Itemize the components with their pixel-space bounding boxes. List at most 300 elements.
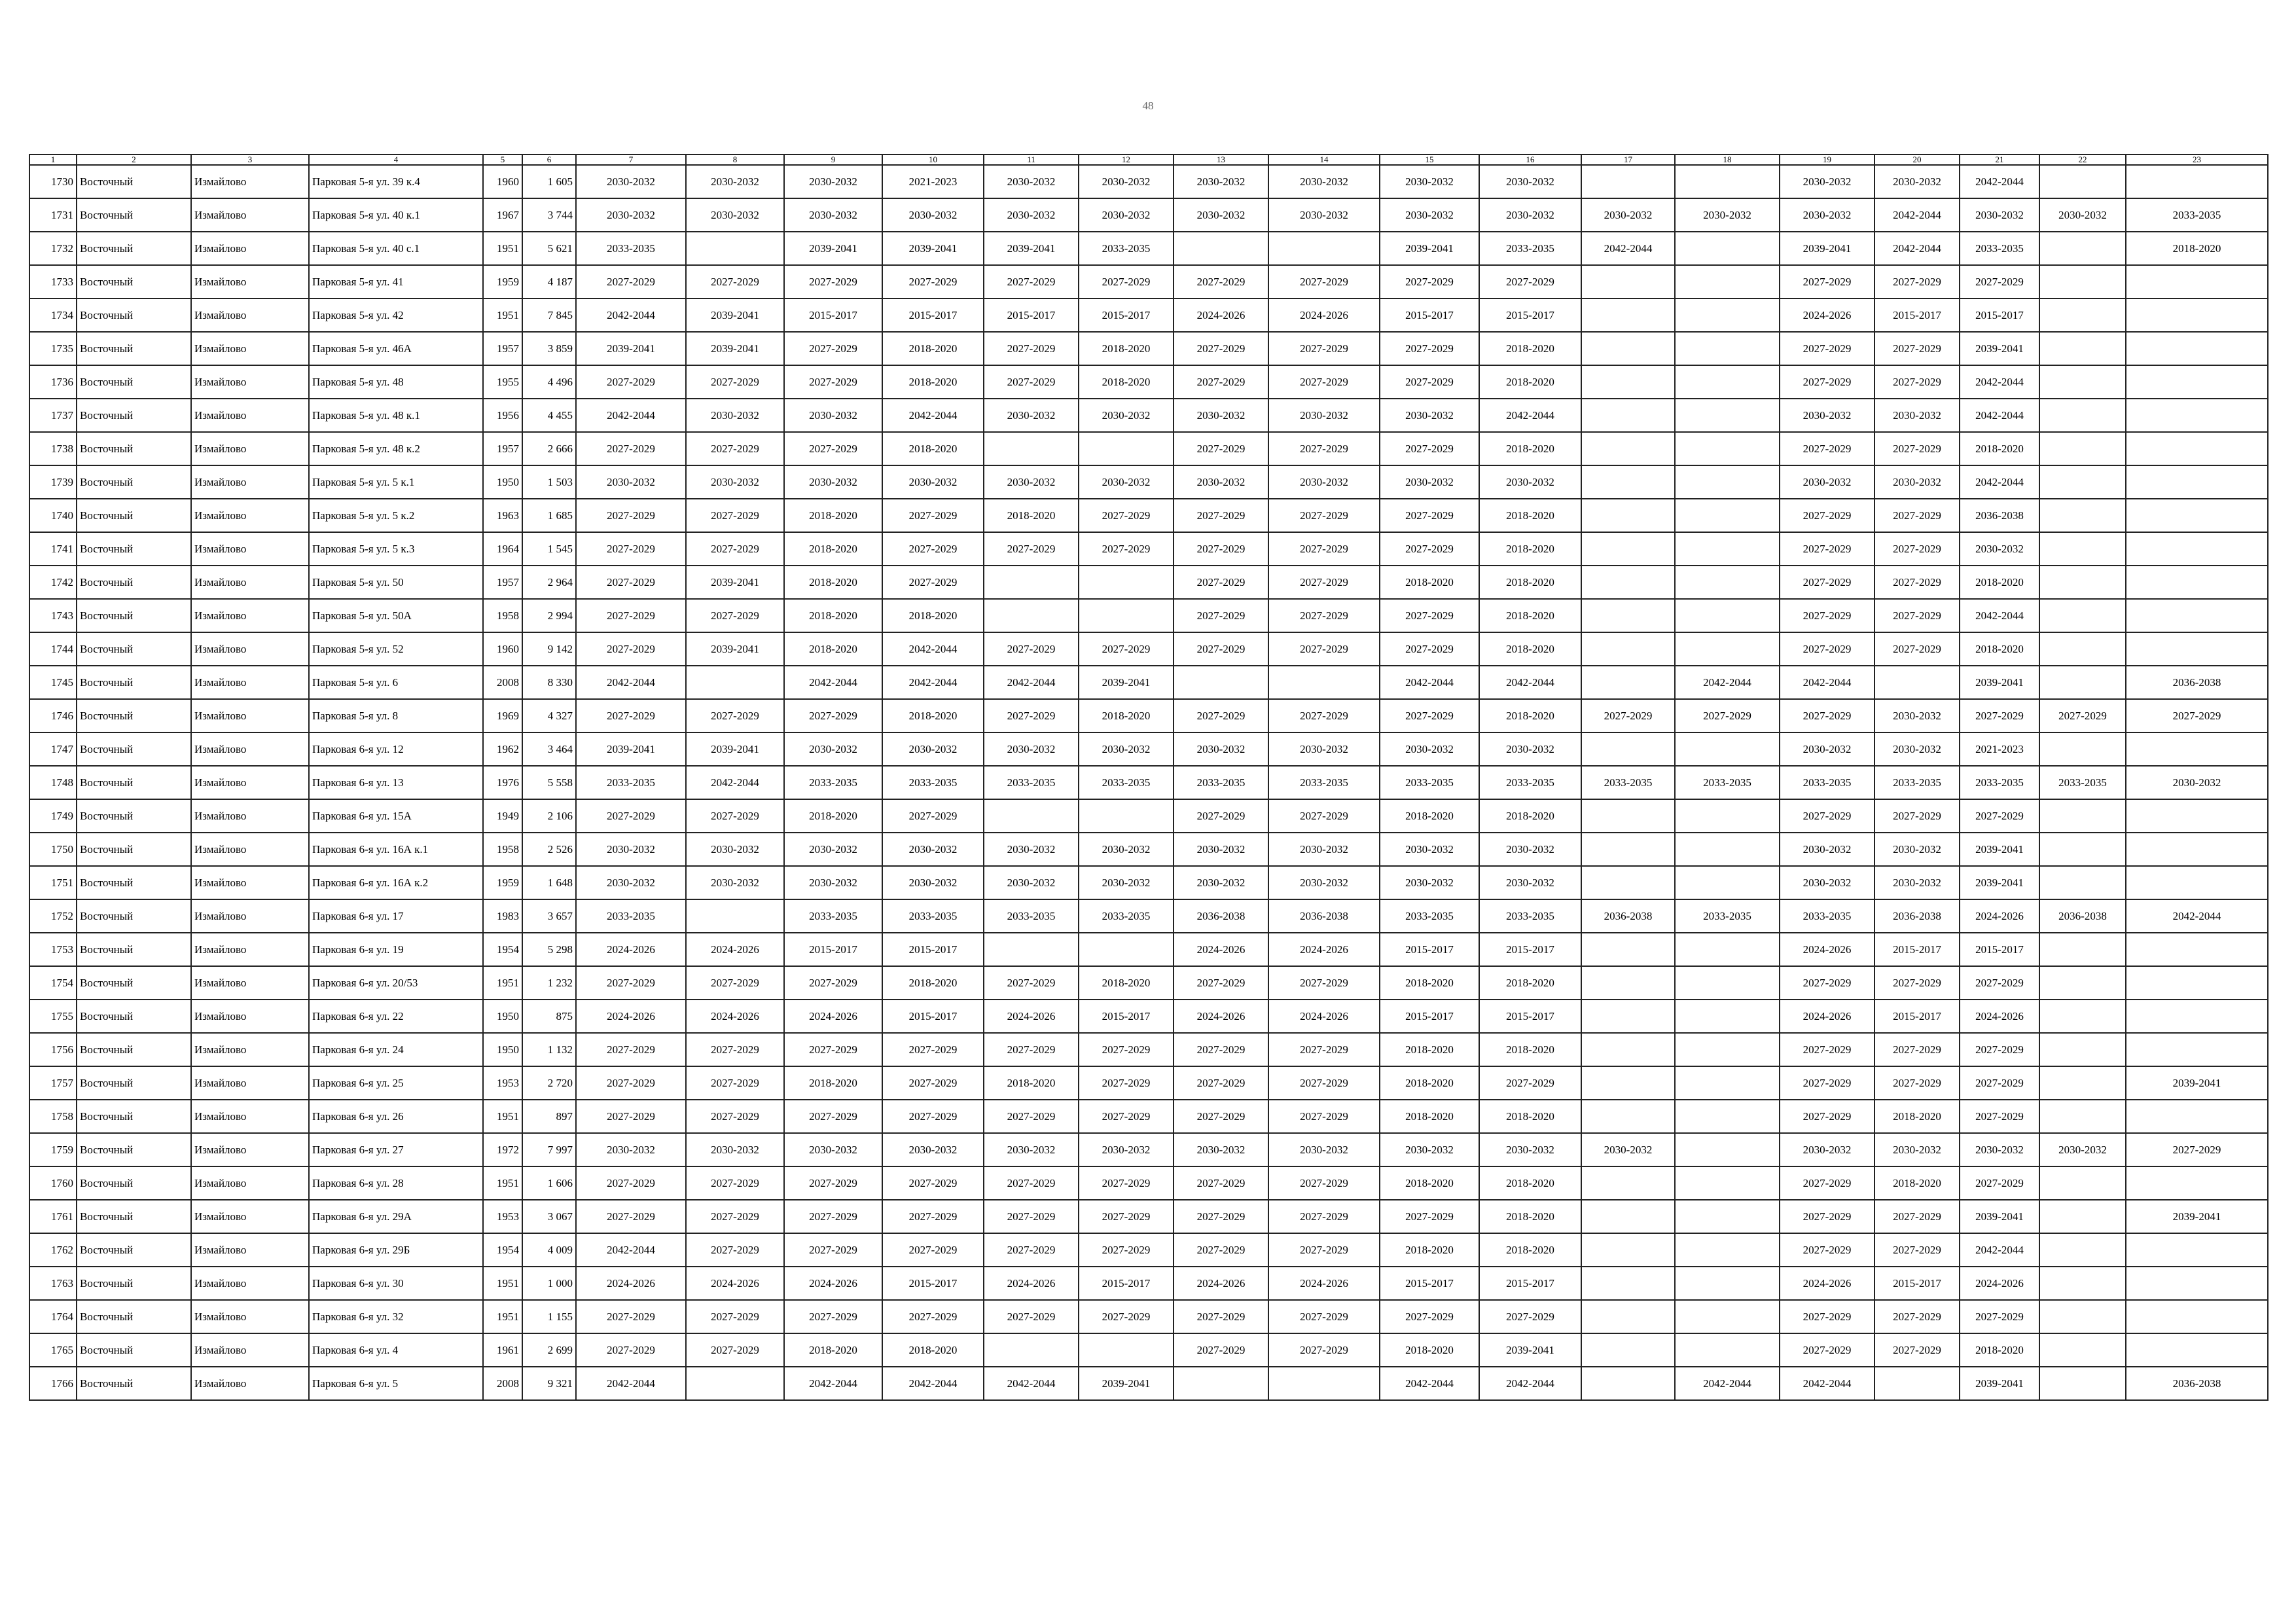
table-cell: Парковая 5-я ул. 40 к.1 — [309, 198, 483, 232]
table-cell: Парковая 5-я ул. 52 — [309, 632, 483, 666]
table-cell: Парковая 5-я ул. 48 — [309, 365, 483, 399]
table-cell: 2027-2029 — [1268, 432, 1380, 465]
table-cell: Восточный — [77, 298, 191, 332]
table-row — [29, 1100, 2268, 1133]
table-cell: 2036-2038 — [1874, 899, 1960, 933]
table-cell: 2042-2044 — [984, 666, 1079, 699]
table-cell: 2030-2032 — [1174, 732, 1268, 766]
table-cell: 897 — [522, 1100, 576, 1133]
table-cell: 2018-2020 — [882, 966, 984, 1000]
table-cell: 2030-2032 — [784, 399, 882, 432]
table-cell: Парковая 6-я ул. 16А к.2 — [309, 866, 483, 899]
table-cell: Измайлово — [191, 899, 309, 933]
table-cell: 2027-2029 — [1780, 966, 1874, 1000]
table-cell — [2039, 1166, 2126, 1200]
table-cell: 2 720 — [522, 1066, 576, 1100]
table-cell: 2027-2029 — [1268, 966, 1380, 1000]
table-cell: 2027-2029 — [686, 365, 784, 399]
table-row — [29, 799, 2268, 833]
table-cell: 2027-2029 — [1268, 1033, 1380, 1066]
table-cell — [2039, 732, 2126, 766]
table-cell: 2027-2029 — [882, 265, 984, 298]
table-cell — [2126, 1267, 2268, 1300]
table-cell: Измайлово — [191, 298, 309, 332]
table-cell: 2 666 — [522, 432, 576, 465]
table-row — [29, 232, 2268, 265]
table-cell — [1079, 599, 1174, 632]
table-cell — [2039, 532, 2126, 566]
table-cell — [1581, 1333, 1675, 1367]
table-cell — [1675, 232, 1780, 265]
table-cell: 2008 — [483, 666, 522, 699]
table-cell — [2126, 1233, 2268, 1267]
table-cell: 2033-2035 — [1780, 899, 1874, 933]
table-cell: 1759 — [29, 1133, 77, 1166]
table-cell: 2027-2029 — [1268, 532, 1380, 566]
table-cell: 1736 — [29, 365, 77, 399]
table-cell — [1079, 566, 1174, 599]
table-cell: Восточный — [77, 933, 191, 966]
table-cell: 2027-2029 — [576, 632, 686, 666]
table-cell: 2027-2029 — [882, 1233, 984, 1267]
table-cell: Измайлово — [191, 1133, 309, 1166]
table-cell: 2015-2017 — [1479, 1267, 1581, 1300]
table-cell: 2030-2032 — [1079, 1133, 1174, 1166]
table-cell — [1581, 432, 1675, 465]
table-cell — [1581, 1367, 1675, 1400]
table-cell: Восточный — [77, 1200, 191, 1233]
table-cell: 2030-2032 — [1874, 732, 1960, 766]
table-cell: Восточный — [77, 432, 191, 465]
table-cell: 2018-2020 — [1380, 1066, 1479, 1100]
table-cell: Восточный — [77, 265, 191, 298]
table-cell — [2039, 866, 2126, 899]
table-cell: 1972 — [483, 1133, 522, 1166]
table-cell: 2027-2029 — [784, 1033, 882, 1066]
table-cell — [2039, 399, 2126, 432]
table-cell: 2024-2026 — [784, 1267, 882, 1300]
table-cell: 2030-2032 — [984, 1133, 1079, 1166]
table-cell: 7 997 — [522, 1133, 576, 1166]
table-cell: Восточный — [77, 1300, 191, 1333]
column-number-header: 18 — [1675, 154, 1780, 165]
column-number-header: 6 — [522, 154, 576, 165]
table-cell: 2027-2029 — [686, 1233, 784, 1267]
table-cell: 2027-2029 — [576, 1066, 686, 1100]
table-cell: 2027-2029 — [576, 432, 686, 465]
table-cell: 2018-2020 — [882, 332, 984, 365]
table-cell: 2027-2029 — [1268, 566, 1380, 599]
table-row — [29, 432, 2268, 465]
table-cell: 1957 — [483, 332, 522, 365]
table-cell — [1581, 599, 1675, 632]
table-cell: 2033-2035 — [784, 766, 882, 799]
table-cell: 1961 — [483, 1333, 522, 1367]
table-cell — [1675, 566, 1780, 599]
table-cell: Парковая 6-я ул. 32 — [309, 1300, 483, 1333]
table-cell: 2030-2032 — [984, 165, 1079, 198]
table-cell: 1731 — [29, 198, 77, 232]
table-cell — [1581, 1267, 1675, 1300]
table-cell: 2042-2044 — [686, 766, 784, 799]
table-cell — [2126, 1333, 2268, 1367]
table-cell: 2030-2032 — [784, 198, 882, 232]
table-cell: 2027-2029 — [1780, 1333, 1874, 1367]
table-cell: 2018-2020 — [1380, 1333, 1479, 1367]
table-cell — [2039, 566, 2126, 599]
table-cell: 2027-2029 — [1960, 799, 2039, 833]
table-cell: 2039-2041 — [686, 566, 784, 599]
table-cell: 2033-2035 — [1960, 232, 2039, 265]
table-cell — [1581, 632, 1675, 666]
table-cell: 2036-2038 — [2126, 1367, 2268, 1400]
table-cell: 2 994 — [522, 599, 576, 632]
table-cell: Восточный — [77, 1267, 191, 1300]
table-cell: 2039-2041 — [984, 232, 1079, 265]
table-cell: Измайлово — [191, 1267, 309, 1300]
table-cell: 2027-2029 — [784, 1100, 882, 1133]
table-cell: 2018-2020 — [784, 799, 882, 833]
table-cell: Измайлово — [191, 265, 309, 298]
table-cell: 2030-2032 — [1174, 866, 1268, 899]
column-number-header: 2 — [77, 154, 191, 165]
table-cell: 2030-2032 — [984, 198, 1079, 232]
table-cell: 2027-2029 — [984, 365, 1079, 399]
table-cell: 2027-2029 — [1380, 265, 1479, 298]
table-cell: 2027-2029 — [1780, 265, 1874, 298]
table-cell — [1581, 365, 1675, 399]
table-cell: 2027-2029 — [576, 499, 686, 532]
table-cell — [2126, 632, 2268, 666]
table-cell — [2126, 833, 2268, 866]
table-cell: 1735 — [29, 332, 77, 365]
table-cell: 2027-2029 — [1960, 1033, 2039, 1066]
column-number-header: 8 — [686, 154, 784, 165]
table-cell: Восточный — [77, 632, 191, 666]
table-cell — [984, 566, 1079, 599]
table-cell: Восточный — [77, 1000, 191, 1033]
table-cell — [1675, 1033, 1780, 1066]
table-cell: 2027-2029 — [882, 1300, 984, 1333]
table-cell: 2018-2020 — [1479, 499, 1581, 532]
table-cell: 2027-2029 — [784, 365, 882, 399]
table-cell: 2018-2020 — [1380, 966, 1479, 1000]
table-cell: 2030-2032 — [2039, 1133, 2126, 1166]
table-cell — [1581, 465, 1675, 499]
table-row — [29, 1066, 2268, 1100]
table-cell: 2030-2032 — [1675, 198, 1780, 232]
table-cell: 1960 — [483, 165, 522, 198]
table-cell — [2039, 265, 2126, 298]
table-cell: 2027-2029 — [984, 1033, 1079, 1066]
table-cell: 2027-2029 — [1268, 332, 1380, 365]
table-cell: 2027-2029 — [1174, 1333, 1268, 1367]
table-cell: 2018-2020 — [1380, 1033, 1479, 1066]
table-cell: Восточный — [77, 232, 191, 265]
table-cell: Восточный — [77, 365, 191, 399]
table-cell — [2039, 599, 2126, 632]
table-cell: Парковая 6-я ул. 17 — [309, 899, 483, 933]
table-cell: 2027-2029 — [1780, 1066, 1874, 1100]
table-cell: 1737 — [29, 399, 77, 432]
table-cell — [1581, 265, 1675, 298]
table-cell — [2039, 298, 2126, 332]
table-cell: 2030-2032 — [576, 1133, 686, 1166]
table-cell: 2027-2029 — [1874, 265, 1960, 298]
table-cell: 2027-2029 — [984, 1100, 1079, 1133]
table-cell: 2033-2035 — [576, 899, 686, 933]
table-cell: 2027-2029 — [1479, 1300, 1581, 1333]
table-cell: 2027-2029 — [1960, 966, 2039, 1000]
table-cell — [1675, 632, 1780, 666]
table-row — [29, 933, 2268, 966]
table-cell: 2030-2032 — [1079, 866, 1174, 899]
table-cell: 2018-2020 — [984, 499, 1079, 532]
table-cell: 2027-2029 — [1079, 1033, 1174, 1066]
table-cell: 2033-2035 — [1581, 766, 1675, 799]
table-cell: 2039-2041 — [686, 732, 784, 766]
table-cell: 2030-2032 — [1874, 399, 1960, 432]
table-cell: 3 657 — [522, 899, 576, 933]
table-cell: 2030-2032 — [882, 732, 984, 766]
table-cell: 2030-2032 — [784, 833, 882, 866]
table-cell: Парковая 6-я ул. 22 — [309, 1000, 483, 1033]
table-cell — [1581, 566, 1675, 599]
table-cell: 2027-2029 — [1874, 1033, 1960, 1066]
table-cell: 2027-2029 — [1174, 499, 1268, 532]
table-cell: 2027-2029 — [1174, 332, 1268, 365]
table-cell: 2015-2017 — [882, 298, 984, 332]
table-cell: 1742 — [29, 566, 77, 599]
table-cell — [2126, 799, 2268, 833]
table-cell: 2027-2029 — [784, 699, 882, 732]
table-cell — [2039, 465, 2126, 499]
table-cell: 2030-2032 — [1479, 833, 1581, 866]
table-cell: 2027-2029 — [1268, 632, 1380, 666]
table-cell: 2024-2026 — [1780, 933, 1874, 966]
table-cell — [1675, 365, 1780, 399]
table-cell: 1953 — [483, 1066, 522, 1100]
table-cell: 2018-2020 — [1479, 699, 1581, 732]
table-cell: 2015-2017 — [882, 1000, 984, 1033]
table-cell: 2030-2032 — [1780, 866, 1874, 899]
table-cell: 2036-2038 — [2126, 666, 2268, 699]
table-cell: 2027-2029 — [1174, 966, 1268, 1000]
table-cell — [1675, 532, 1780, 566]
table-cell: Измайлово — [191, 632, 309, 666]
table-cell: 2018-2020 — [1479, 432, 1581, 465]
table-cell: 2018-2020 — [784, 632, 882, 666]
table-cell: 2030-2032 — [784, 1133, 882, 1166]
table-cell: 2030-2032 — [2126, 766, 2268, 799]
table-cell: 2027-2029 — [1479, 1066, 1581, 1100]
table-cell: Восточный — [77, 532, 191, 566]
table-cell: 2030-2032 — [784, 732, 882, 766]
table-cell: 2027-2029 — [1268, 1200, 1380, 1233]
table-cell: 2030-2032 — [1079, 465, 1174, 499]
table-cell — [2039, 833, 2126, 866]
table-cell: 2030-2032 — [686, 465, 784, 499]
table-cell: 2030-2032 — [686, 833, 784, 866]
table-cell: Парковая 6-я ул. 29Б — [309, 1233, 483, 1267]
table-cell: 2030-2032 — [1380, 165, 1479, 198]
table-cell: 2039-2041 — [2126, 1066, 2268, 1100]
table-cell: 1957 — [483, 566, 522, 599]
column-number-header: 16 — [1479, 154, 1581, 165]
table-cell: 2024-2026 — [1174, 933, 1268, 966]
table-cell — [1079, 1333, 1174, 1367]
table-cell: 1956 — [483, 399, 522, 432]
table-cell: 2027-2029 — [1174, 365, 1268, 399]
table-cell: 2042-2044 — [576, 298, 686, 332]
table-cell: 2042-2044 — [1960, 365, 2039, 399]
table-cell: 2015-2017 — [1479, 298, 1581, 332]
table-cell — [1675, 298, 1780, 332]
table-cell: Парковая 5-я ул. 50 — [309, 566, 483, 599]
table-cell — [984, 599, 1079, 632]
table-cell: 2030-2032 — [984, 399, 1079, 432]
table-cell — [2126, 465, 2268, 499]
table-cell: Парковая 5-я ул. 48 к.2 — [309, 432, 483, 465]
column-number-header: 4 — [309, 154, 483, 165]
table-cell: 2042-2044 — [576, 1233, 686, 1267]
table-cell: 5 298 — [522, 933, 576, 966]
table-cell: 2039-2041 — [686, 632, 784, 666]
table-cell — [2039, 1000, 2126, 1033]
table-cell: 2030-2032 — [984, 833, 1079, 866]
table-cell — [1581, 1200, 1675, 1233]
table-cell: 2027-2029 — [882, 1200, 984, 1233]
table-cell: 2027-2029 — [882, 1066, 984, 1100]
table-cell: 2018-2020 — [1479, 1233, 1581, 1267]
table-cell: 2027-2029 — [576, 566, 686, 599]
table-cell — [2126, 1033, 2268, 1066]
table-cell: 2027-2029 — [784, 332, 882, 365]
table-cell: 2030-2032 — [1479, 1133, 1581, 1166]
table-cell: Восточный — [77, 1033, 191, 1066]
table-cell — [1174, 666, 1268, 699]
table-cell: 2027-2029 — [1079, 532, 1174, 566]
table-row — [29, 1000, 2268, 1033]
table-cell: 2024-2026 — [576, 933, 686, 966]
table-cell: 2033-2035 — [1479, 899, 1581, 933]
table-cell: 2042-2044 — [984, 1367, 1079, 1400]
table-cell — [2126, 332, 2268, 365]
table-cell: 1745 — [29, 666, 77, 699]
table-cell: Измайлово — [191, 933, 309, 966]
table-cell: 2030-2032 — [1268, 399, 1380, 432]
table-cell: 2039-2041 — [1960, 666, 2039, 699]
table-cell: 2015-2017 — [784, 298, 882, 332]
table-cell: 2027-2029 — [984, 699, 1079, 732]
table-cell: 2033-2035 — [784, 899, 882, 933]
table-row — [29, 165, 2268, 198]
table-cell: 2027-2029 — [882, 1033, 984, 1066]
table-cell: 2027-2029 — [1174, 1033, 1268, 1066]
table-row — [29, 1166, 2268, 1200]
table-cell: 2033-2035 — [1780, 766, 1874, 799]
table-cell: 2027-2029 — [1960, 1300, 2039, 1333]
table-cell: 3 859 — [522, 332, 576, 365]
table-cell: Парковая 6-я ул. 28 — [309, 1166, 483, 1200]
table-cell — [2039, 1100, 2126, 1133]
table-cell — [1581, 165, 1675, 198]
table-cell: Парковая 5-я ул. 5 к.1 — [309, 465, 483, 499]
table-cell: 2027-2029 — [1380, 1200, 1479, 1233]
table-cell: Измайлово — [191, 1066, 309, 1100]
table-cell — [1675, 1066, 1780, 1100]
table-cell: 2030-2032 — [882, 465, 984, 499]
table-cell — [1581, 966, 1675, 1000]
table-cell: 2027-2029 — [1581, 699, 1675, 732]
table-cell: 1951 — [483, 1100, 522, 1133]
table-cell: 2018-2020 — [1479, 599, 1581, 632]
table-cell — [984, 1333, 1079, 1367]
table-cell: 2027-2029 — [2039, 699, 2126, 732]
table-cell: 1954 — [483, 1233, 522, 1267]
table-cell: 2027-2029 — [1174, 1300, 1268, 1333]
table-cell: 2018-2020 — [1380, 799, 1479, 833]
table-cell — [2126, 1100, 2268, 1133]
table-cell — [1079, 799, 1174, 833]
table-cell: 1744 — [29, 632, 77, 666]
table-cell: 2027-2029 — [1174, 699, 1268, 732]
table-cell: 2042-2044 — [1874, 232, 1960, 265]
table-row — [29, 399, 2268, 432]
table-cell: 1983 — [483, 899, 522, 933]
table-cell: 2008 — [483, 1367, 522, 1400]
table-cell: Восточный — [77, 899, 191, 933]
table-cell — [1581, 1166, 1675, 1200]
table-cell — [1079, 432, 1174, 465]
table-cell: Восточный — [77, 1166, 191, 1200]
table-cell: 1 685 — [522, 499, 576, 532]
table-cell: 2027-2029 — [2126, 699, 2268, 732]
table-row — [29, 465, 2268, 499]
column-number-header: 22 — [2039, 154, 2126, 165]
table-cell: 1976 — [483, 766, 522, 799]
table-cell: 2030-2032 — [1479, 465, 1581, 499]
table-cell: 2018-2020 — [1874, 1166, 1960, 1200]
table-cell — [1581, 933, 1675, 966]
table-cell: 2018-2020 — [784, 1066, 882, 1100]
table-cell: 2033-2035 — [2126, 198, 2268, 232]
column-number-header: 14 — [1268, 154, 1380, 165]
table-row — [29, 566, 2268, 599]
table-cell: 2018-2020 — [1079, 966, 1174, 1000]
table-cell: 2 964 — [522, 566, 576, 599]
table-cell: 2027-2029 — [686, 1033, 784, 1066]
table-cell: Восточный — [77, 332, 191, 365]
table-cell: 2030-2032 — [784, 165, 882, 198]
table-cell: 1751 — [29, 866, 77, 899]
table-cell: 2024-2026 — [1268, 1000, 1380, 1033]
column-number-header: 9 — [784, 154, 882, 165]
table-cell: 2042-2044 — [784, 666, 882, 699]
table-cell: Восточный — [77, 198, 191, 232]
table-cell: Восточный — [77, 599, 191, 632]
table-cell: 2027-2029 — [576, 1100, 686, 1133]
table-cell: 1959 — [483, 265, 522, 298]
table-cell — [1675, 1200, 1780, 1233]
table-cell: 2027-2029 — [1780, 632, 1874, 666]
table-cell: 2018-2020 — [1079, 332, 1174, 365]
table-cell: Измайлово — [191, 399, 309, 432]
table-cell: Восточный — [77, 766, 191, 799]
table-cell: Парковая 5-я ул. 42 — [309, 298, 483, 332]
table-cell: 2018-2020 — [1960, 566, 2039, 599]
table-cell — [1581, 499, 1675, 532]
